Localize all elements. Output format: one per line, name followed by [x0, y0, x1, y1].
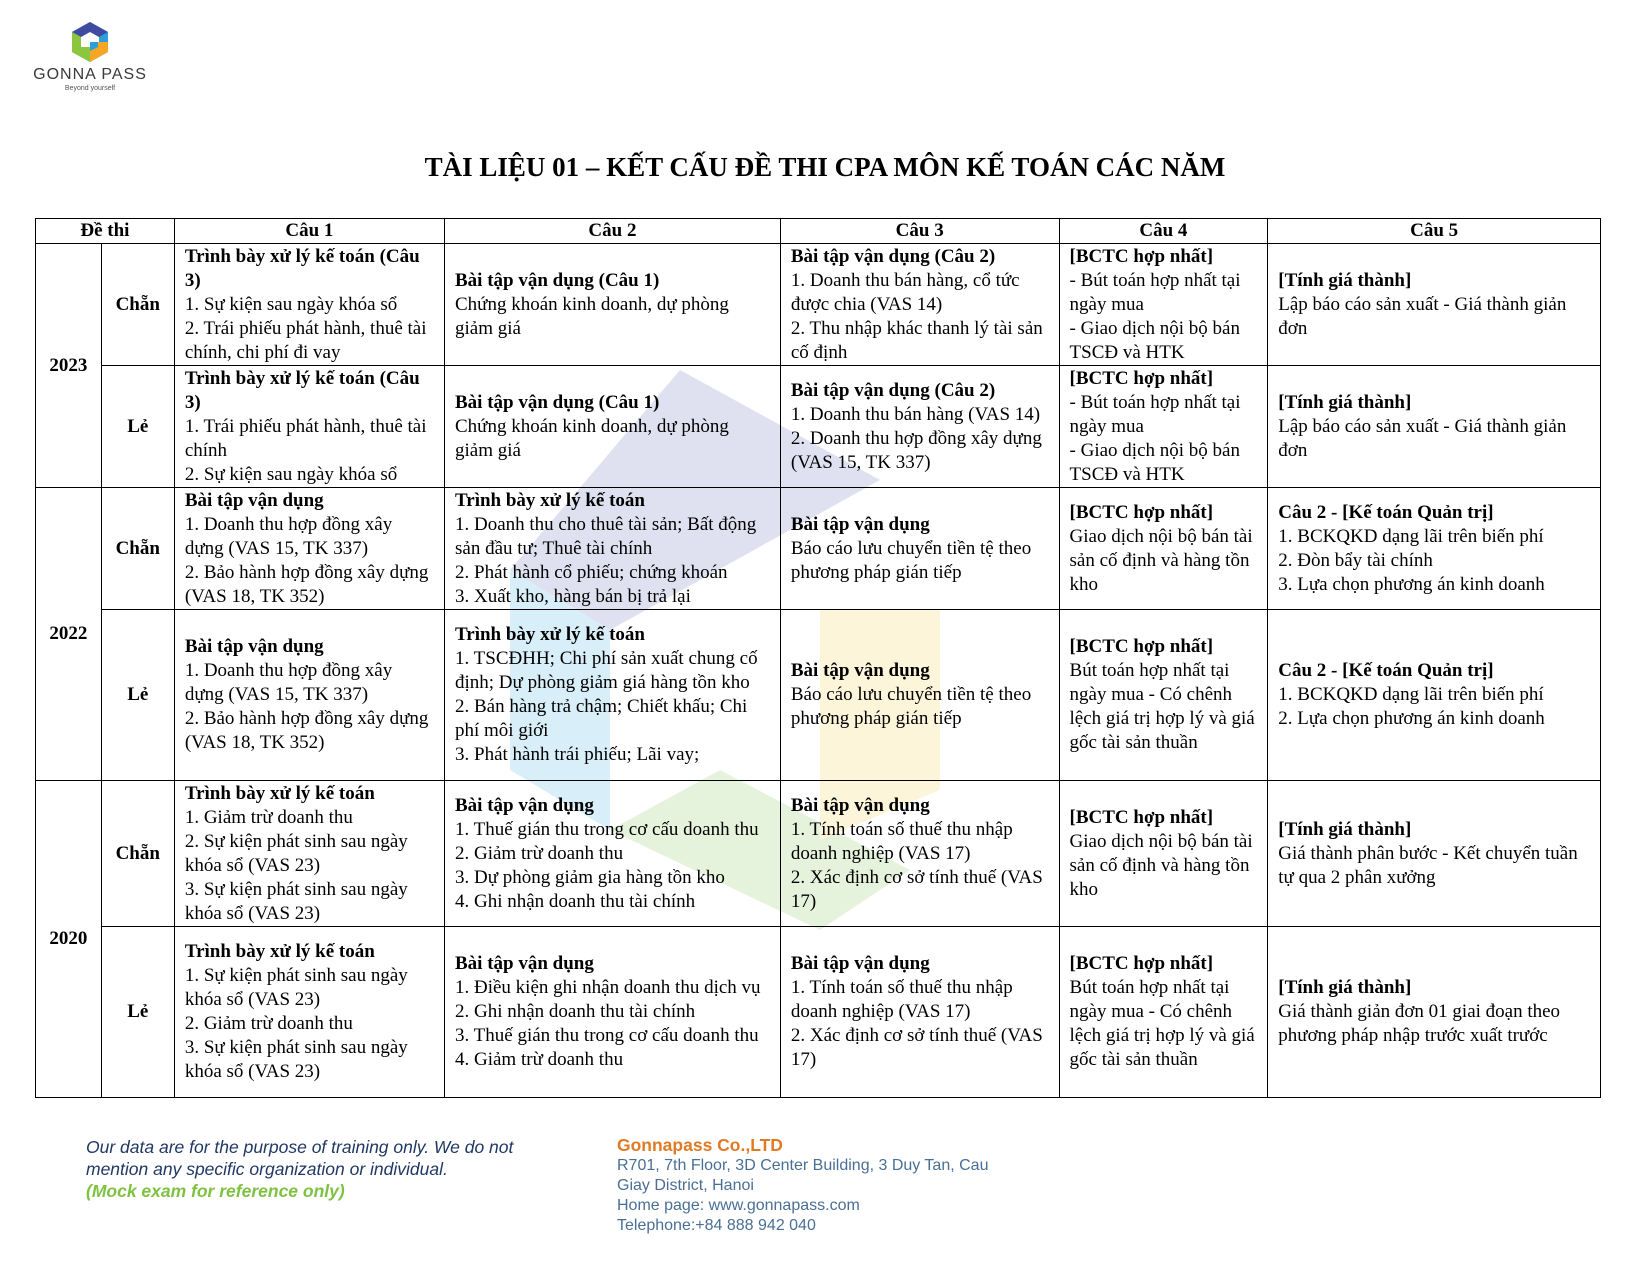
question-cell-cau-2 [445, 927, 781, 1098]
cell-heading: [Tính giá thành] [1278, 818, 1412, 840]
cell-line: 3. Sự kiện phát sinh sau ngày khóa sổ (VAS 23) [184, 878, 408, 924]
cell-line: Giao dịch nội bộ bán tài sản cố định và hàng tồn kho [1069, 525, 1253, 595]
cell-line: Lập báo cáo sản xuất - Giá thành giản đơn [1278, 415, 1567, 461]
cell-line: 1. Tính toán số thuế thu nhập doanh nghiệp (VAS 17) [790, 977, 1013, 1022]
table-header-row [36, 219, 1601, 244]
question-cell-cau-3 [780, 610, 1059, 781]
question-cell-cau-2 [445, 244, 781, 366]
question-cell-cau-5 [1268, 244, 1601, 366]
question-cell-cau-3 [780, 366, 1059, 488]
cell-line: 1. Doanh thu bán hàng, cổ tức được chia (VAS 14) [790, 269, 1020, 315]
cell-heading: Bài tập vận dụng (Câu 1) [455, 269, 660, 291]
cell-line: 1. BCKQKD dạng lãi trên biến phí [1278, 684, 1544, 705]
cell-line: 2. Bán hàng trả chậm; Chiết khấu; Chi phí môi giới [455, 696, 748, 741]
cell-heading: Trình bày xử lý kế toán (Câu 3) [184, 367, 420, 413]
cell-line: 2. Giảm trừ doanh thu [184, 1013, 353, 1034]
logo-tagline: Beyond yourself [64, 85, 116, 92]
cell-heading: Bài tập vận dụng (Câu 1) [455, 391, 660, 413]
cell-heading: Bài tập vận dụng (Câu 2) [790, 245, 996, 267]
cell-line: 2. Doanh thu hợp đồng xây dựng (VAS 15, TK 337) [790, 427, 1042, 473]
cell-line: 1. Doanh thu hợp đồng xây dựng (VAS 15, TK 337) [184, 513, 393, 559]
cell-line: 3. Lựa chọn phương án kinh doanh [1278, 573, 1545, 595]
exam-variant-cell: Lẻ [101, 366, 174, 488]
cell-line: 3. Dự phòng giảm gia hàng tồn kho [455, 866, 725, 888]
table-row [36, 244, 1601, 366]
cell-line: 1. Điều kiện ghi nhận doanh thu dịch vụ [455, 977, 761, 998]
exam-variant-cell: Chẵn [101, 781, 174, 927]
cell-line: 2. Bảo hành hợp đồng xây dựng (VAS 18, TK 352) [184, 708, 429, 753]
cell-heading: Bài tập vận dụng [790, 513, 930, 535]
question-cell-cau-3 [780, 781, 1059, 927]
exam-variant-cell: Lẻ [101, 610, 174, 781]
cell-heading: [Tính giá thành] [1278, 977, 1412, 998]
cell-heading: [BCTC hợp nhất] [1069, 245, 1214, 267]
cell-line: 1. Sự kiện phát sinh sau ngày khóa sổ (VAS 23) [184, 965, 408, 1010]
exam-variant-cell: Lẻ [101, 927, 174, 1098]
cell-line: 3. Thuế gián thu trong cơ cấu doanh thu [455, 1025, 759, 1046]
footer-disclaimer [86, 1136, 513, 1202]
cell-line: 1. Doanh thu bán hàng (VAS 14) [790, 403, 1041, 425]
cell-line: 1. BCKQKD dạng lãi trên biến phí [1278, 525, 1544, 547]
cell-line: 2. Sự kiện phát sinh sau ngày khóa sổ (VAS 23) [184, 830, 408, 876]
question-cell-cau-2 [445, 781, 781, 927]
cell-heading: [BCTC hợp nhất] [1069, 953, 1214, 974]
question-cell-cau-1 [174, 927, 444, 1098]
homepage-link[interactable]: Home page: www.gonnapass.com [617, 1197, 860, 1214]
footer-contact [617, 1134, 988, 1236]
question-cell-cau-4 [1059, 488, 1268, 610]
company-logo [20, 20, 160, 92]
cell-heading: [BCTC hợp nhất] [1069, 501, 1214, 523]
cell-line: 2. Sự kiện sau ngày khóa sổ [184, 463, 398, 485]
cell-line: - Giao dịch nội bộ bán TSCĐ và HTK [1069, 317, 1240, 363]
cell-heading: Trình bày xử lý kế toán (Câu 3) [184, 245, 420, 291]
cell-line: 2. Trái phiếu phát hành, thuê tài chính, chi phí đi vay [184, 317, 427, 363]
cell-line: 1. Thuế gián thu trong cơ cấu doanh thu [455, 818, 759, 840]
cell-line: Báo cáo lưu chuyển tiền tệ theo phương pháp gián tiếp [790, 684, 1032, 729]
cell-line: 2. Lựa chọn phương án kinh doanh [1278, 708, 1545, 729]
cell-line: Bút toán hợp nhất tại ngày mua - Có chênh lệch giá trị hợp lý và giá gốc tài sản thuần [1069, 660, 1255, 753]
question-cell-cau-5 [1268, 781, 1601, 927]
cell-heading: [BCTC hợp nhất] [1069, 636, 1214, 657]
cell-line: Giá thành phân bước - Kết chuyển tuần tự qua 2 phân xưởng [1278, 842, 1578, 888]
cell-line: 1. Giảm trừ doanh thu [184, 806, 353, 828]
question-cell-cau-3 [780, 488, 1059, 610]
disclaimer-line-1: Our data are for the purpose of training only. We do not [86, 1137, 514, 1157]
cell-line: 2. Bảo hành hợp đồng xây dựng (VAS 18, TK 352) [184, 561, 429, 607]
cell-heading: [Tính giá thành] [1278, 391, 1412, 413]
question-cell-cau-2 [445, 610, 781, 781]
header-cau-1: Câu 1 [174, 219, 444, 244]
question-cell-cau-1 [174, 781, 444, 927]
question-cell-cau-4 [1059, 781, 1268, 927]
question-cell-cau-5 [1268, 366, 1601, 488]
page-title: TÀI LIỆU 01 – KẾT CẤU ĐỀ THI CPA MÔN KẾ TOÁN CÁC NĂM [424, 152, 1226, 182]
cell-line: 1. Sự kiện sau ngày khóa sổ [184, 293, 398, 315]
cell-heading: Trình bày xử lý kế toán [455, 624, 645, 645]
header-cau-5: Câu 5 [1268, 219, 1601, 244]
cell-line: 1. Tính toán số thuế thu nhập doanh nghiệp (VAS 17) [790, 818, 1013, 864]
address-line-1: R701, 7th Floor, 3D Center Building, 3 Duy Tan, Cau [617, 1157, 989, 1174]
cell-heading: Bài tập vận dụng (Câu 2) [790, 379, 996, 401]
table-row [36, 610, 1601, 781]
table-row [36, 781, 1601, 927]
cell-line: Báo cáo lưu chuyển tiền tệ theo phương pháp gián tiếp [790, 537, 1032, 583]
cell-line: 4. Giảm trừ doanh thu [455, 1049, 624, 1070]
cell-line: 3. Sự kiện phát sinh sau ngày khóa sổ (VAS 23) [184, 1037, 408, 1082]
gonnapass-logo-icon [68, 20, 112, 64]
disclaimer-line-2: mention any specific organization or individual. [86, 1159, 448, 1179]
cell-line: Chứng khoán kinh doanh, dự phòng giảm giá [455, 415, 729, 461]
telephone: Telephone:+84 888 942 040 [617, 1217, 816, 1234]
header-cau-4: Câu 4 [1059, 219, 1268, 244]
cell-heading: [Tính giá thành] [1278, 269, 1412, 291]
question-cell-cau-4 [1059, 927, 1268, 1098]
cell-heading: Trình bày xử lý kế toán [184, 941, 375, 962]
cell-line: - Bút toán hợp nhất tại ngày mua [1069, 269, 1241, 315]
header-cau-3: Câu 3 [780, 219, 1059, 244]
cell-heading: Trình bày xử lý kế toán [184, 782, 375, 804]
cell-heading: [BCTC hợp nhất] [1069, 806, 1214, 828]
year-cell: 2023 [36, 244, 102, 488]
header-cau-2: Câu 2 [445, 219, 781, 244]
address-line-2: Giay District, Hanoi [617, 1177, 754, 1194]
question-cell-cau-1 [174, 366, 444, 488]
cell-line: Giá thành giản đơn 01 giai đoạn theo phương pháp nhập trước xuất trước [1278, 1001, 1561, 1046]
cell-heading: Câu 2 - [Kế toán Quản trị] [1278, 660, 1494, 681]
cell-line: 1. Doanh thu hợp đồng xây dựng (VAS 15, TK 337) [184, 660, 393, 705]
table-row [36, 927, 1601, 1098]
logo-wordmark: GONNA PASS [33, 66, 147, 83]
question-cell-cau-4 [1059, 610, 1268, 781]
question-cell-cau-4 [1059, 244, 1268, 366]
cell-heading: Bài tập vận dụng [184, 489, 324, 511]
question-cell-cau-5 [1268, 488, 1601, 610]
cell-line: 2. Xác định cơ sở tính thuế (VAS 17) [790, 1025, 1043, 1070]
cell-heading: Trình bày xử lý kế toán [455, 489, 645, 511]
cell-line: 2. Xác định cơ sở tính thuế (VAS 17) [790, 866, 1043, 912]
year-cell: 2022 [36, 488, 102, 781]
cell-line: 4. Ghi nhận doanh thu tài chính [455, 890, 696, 912]
question-cell-cau-3 [780, 244, 1059, 366]
cell-heading: Bài tập vận dụng [790, 794, 930, 816]
table-row [36, 488, 1601, 610]
mock-exam-note: (Mock exam for reference only) [86, 1181, 345, 1201]
cell-line: Lập báo cáo sản xuất - Giá thành giản đơn [1278, 293, 1567, 339]
cell-line: 3. Phát hành trái phiếu; Lãi vay; [455, 744, 700, 765]
cell-line: - Bút toán hợp nhất tại ngày mua [1069, 391, 1241, 437]
cell-heading: Bài tập vận dụng [790, 953, 930, 974]
cell-heading: Bài tập vận dụng [184, 636, 324, 657]
cell-line: 1. TSCĐHH; Chi phí sản xuất chung cố định; Dự phòng giảm giá hàng tồn kho [455, 648, 758, 693]
cell-line: 2. Đòn bẩy tài chính [1278, 549, 1433, 571]
cell-line: 2. Giảm trừ doanh thu [455, 842, 624, 864]
cell-line: 1. Trái phiếu phát hành, thuê tài chính [184, 415, 427, 461]
cell-heading: Bài tập vận dụng [790, 660, 930, 681]
cell-line: 1. Doanh thu cho thuê tài sản; Bất động sản đầu tư; Thuê tài chính [455, 513, 757, 559]
cell-heading: Câu 2 - [Kế toán Quản trị] [1278, 501, 1494, 523]
question-cell-cau-1 [174, 244, 444, 366]
year-cell: 2020 [36, 781, 102, 1098]
table-row [36, 366, 1601, 488]
question-cell-cau-2 [445, 488, 781, 610]
cell-line: 2. Thu nhập khác thanh lý tài sản cố định [790, 317, 1043, 363]
question-cell-cau-5 [1268, 610, 1601, 781]
question-cell-cau-5 [1268, 927, 1601, 1098]
cell-heading: Bài tập vận dụng [455, 953, 594, 974]
cell-line: Giao dịch nội bộ bán tài sản cố định và hàng tồn kho [1069, 830, 1253, 900]
question-cell-cau-2 [445, 366, 781, 488]
cell-line: Bút toán hợp nhất tại ngày mua - Có chênh lệch giá trị hợp lý và giá gốc tài sản thuần [1069, 977, 1255, 1070]
question-cell-cau-1 [174, 610, 444, 781]
cell-heading: [BCTC hợp nhất] [1069, 367, 1214, 389]
exam-variant-cell: Chẵn [101, 488, 174, 610]
cell-line: - Giao dịch nội bộ bán TSCĐ và HTK [1069, 439, 1240, 485]
question-cell-cau-1 [174, 488, 444, 610]
cell-line: 3. Xuất kho, hàng bán bị trả lại [455, 585, 691, 607]
exam-variant-cell: Chẵn [101, 244, 174, 366]
question-cell-cau-4 [1059, 366, 1268, 488]
cell-line: 2. Ghi nhận doanh thu tài chính [455, 1001, 696, 1022]
header-exam: Đề thi [36, 219, 175, 244]
cell-line: Chứng khoán kinh doanh, dự phòng giảm giá [455, 293, 729, 339]
exam-structure-table [35, 218, 1601, 1098]
cell-heading: Bài tập vận dụng [455, 794, 594, 816]
cell-line: 2. Phát hành cổ phiếu; chứng khoán [455, 561, 728, 583]
company-name: Gonnapass Co.,LTD [617, 1135, 783, 1155]
question-cell-cau-3 [780, 927, 1059, 1098]
